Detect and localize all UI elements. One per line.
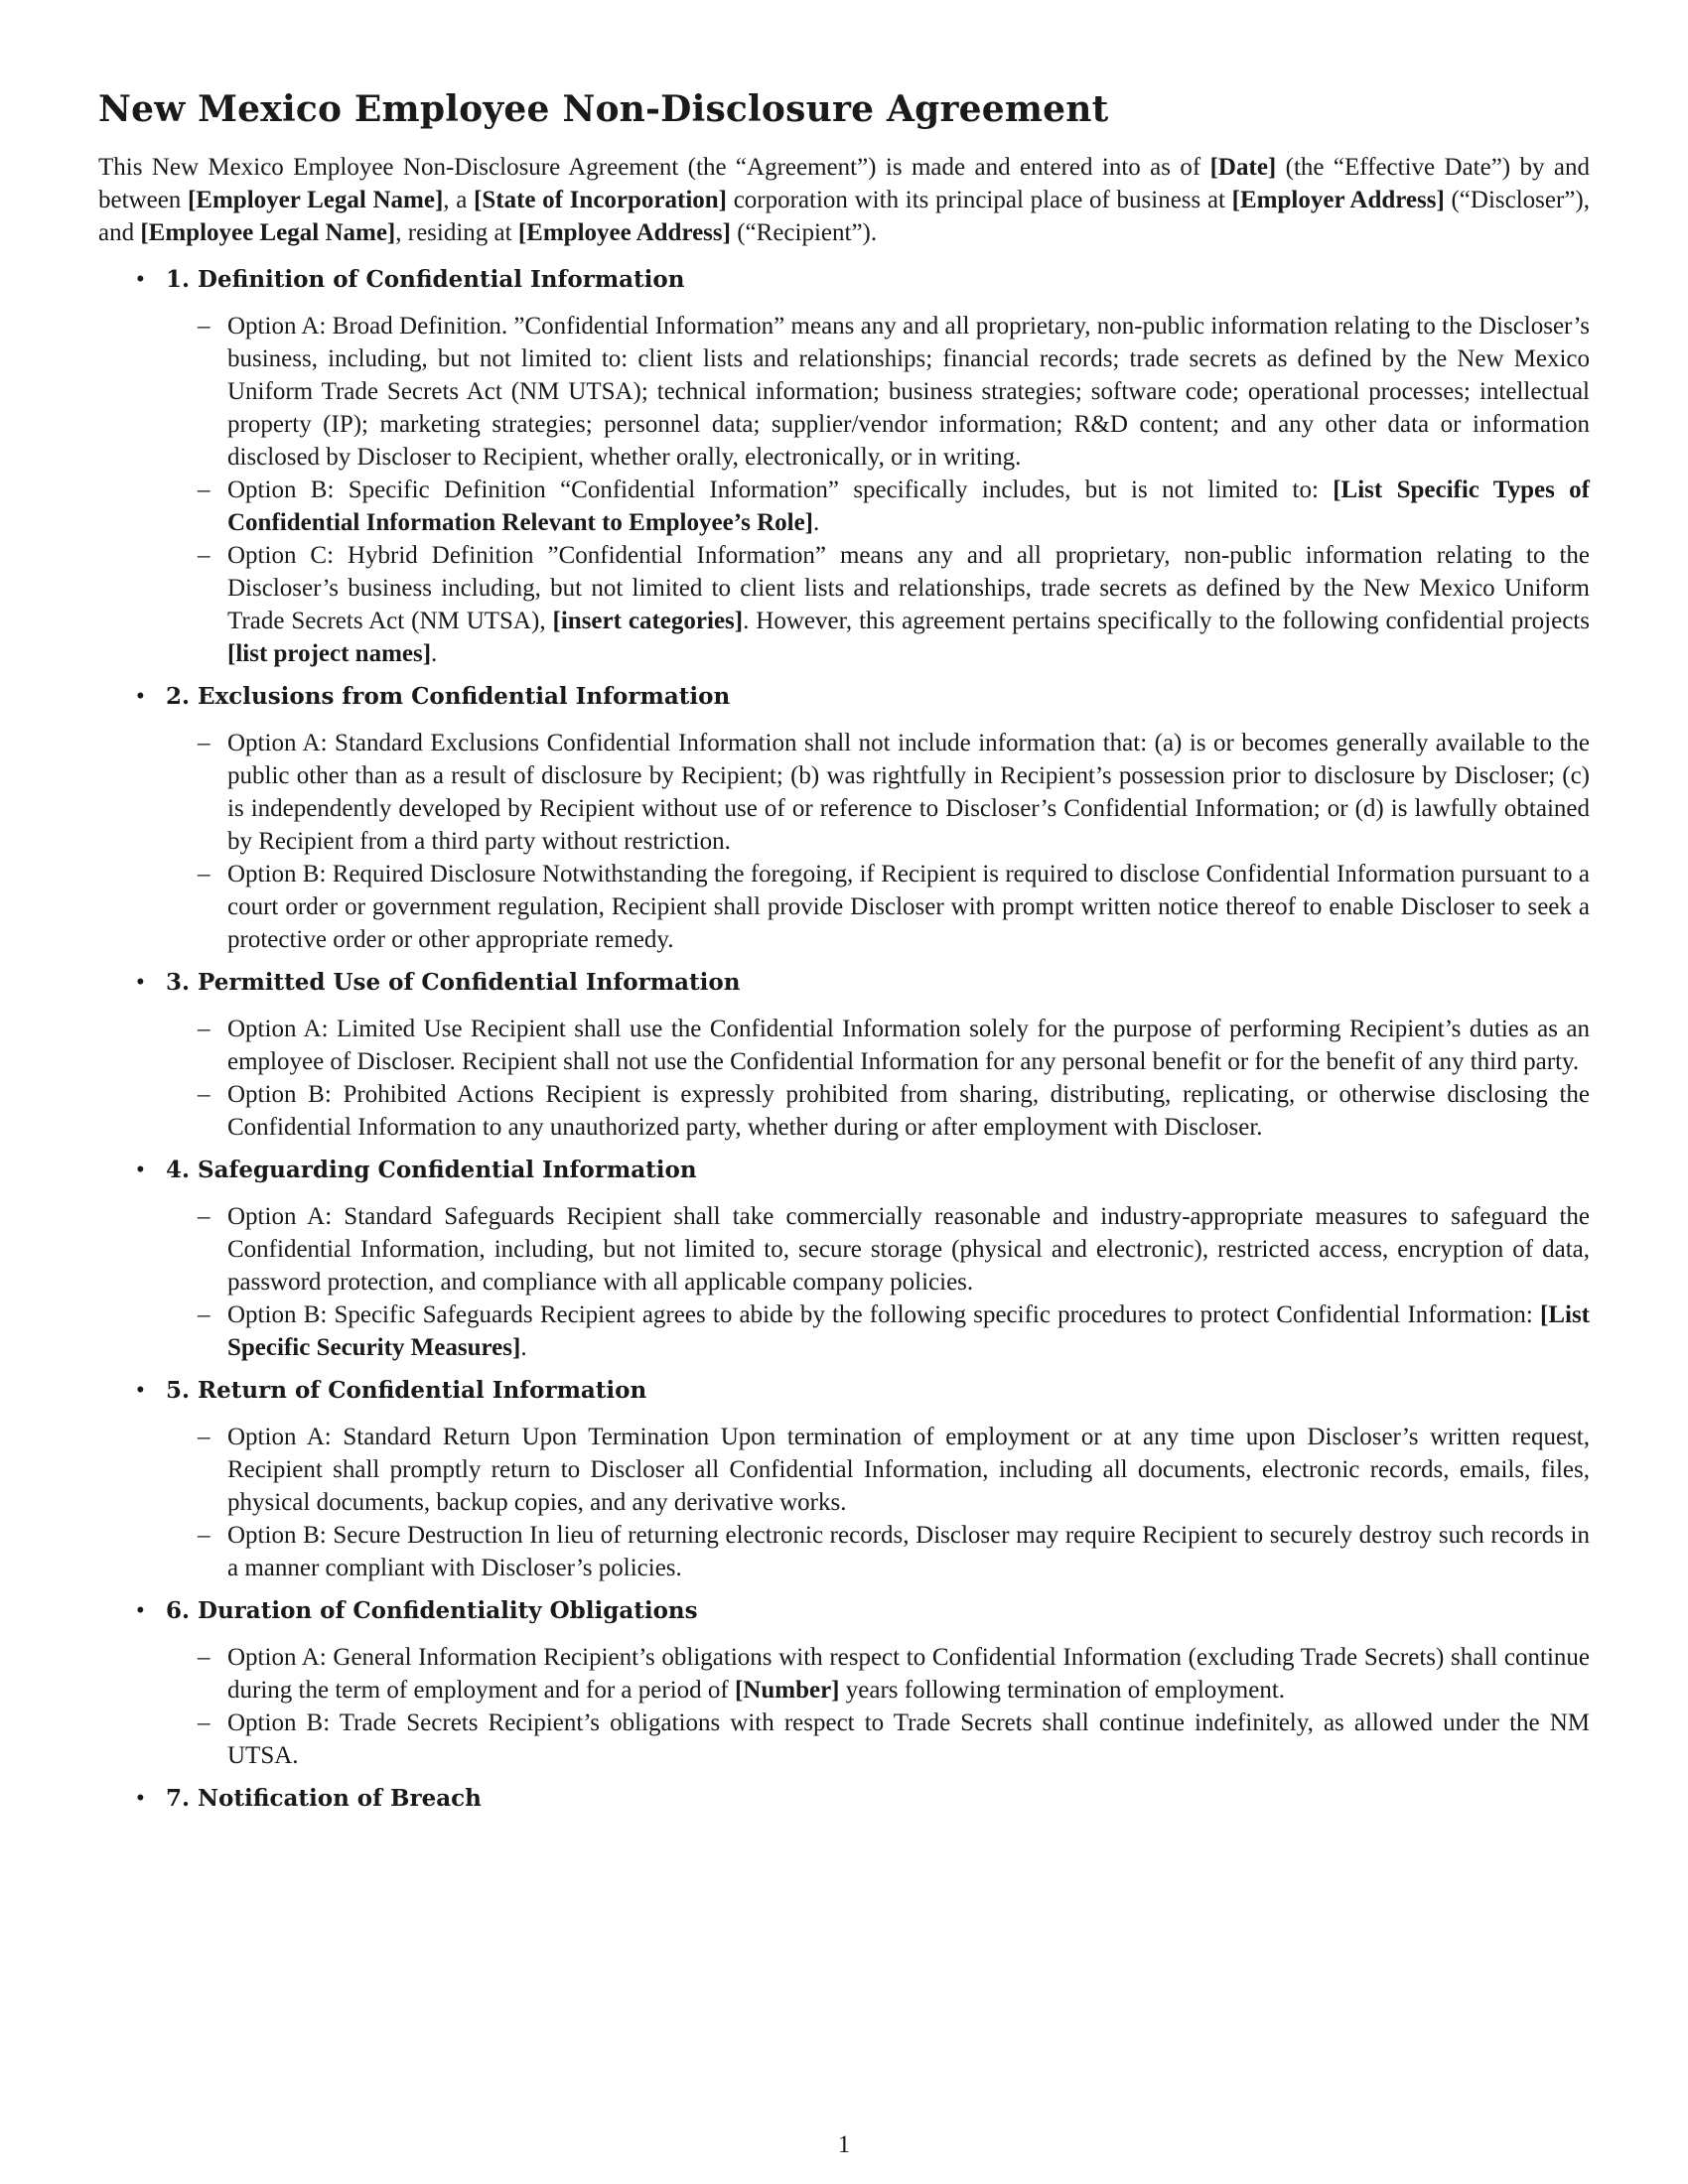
text-run: (“Recipient”). xyxy=(730,219,878,246)
text-run: Option A: Limited Use Recipient shall use the Confidential Information solely for the purpose of performing Recipient’s duties as an employee of Discloser. Recipient shall not use the Confidential Information for any personal benefit or for the benefit of any third party. xyxy=(227,1016,1590,1075)
dash-icon: – xyxy=(198,313,211,340)
text-run: Option A: Standard Safeguards Recipient shall take commercially reasonable and industry-appropriate measures to safeguard the Confidential Information, including, but not limited to, secure storage (physical and electronic), restricted access, encryption of data, password protection, and compliance with all applicable company policies. xyxy=(227,1203,1590,1296)
placeholder-field: [Employee Legal Name] xyxy=(140,219,396,246)
placeholder-field: [Number] xyxy=(734,1677,840,1704)
placeholder-field: [Employer Address] xyxy=(1231,187,1445,213)
intro-paragraph xyxy=(98,151,1590,249)
text-run: Option A: Broad Definition. ”Confidential Information” means any and all proprietary, non-public information relating to the Discloser’s business, including, but not limited to: client lists and relationships; financial records; trade secrets as defined by the New Mexico Uniform Trade Secrets Act (NM UTSA); technical information; business strategies; software code; operational processes; intellectual property (IP); marketing strategies; personnel data; supplier/vendor information; R&D content; and any other data or information disclosed by Discloser to Recipient, whether orally, electronically, or in writing. xyxy=(227,313,1590,471)
options-list xyxy=(166,727,1590,956)
text-run: . However, this agreement pertains specifically to the following confidential projects xyxy=(743,608,1590,634)
section-item xyxy=(98,263,1590,670)
bullet-icon: • xyxy=(136,1785,145,1812)
bullet-icon: • xyxy=(136,1597,145,1624)
options-list xyxy=(166,1013,1590,1144)
text-run: , residing at xyxy=(395,219,518,246)
option-item xyxy=(166,1706,1590,1772)
section-item xyxy=(98,1374,1590,1584)
text-run: Option B: Prohibited Actions Recipient is expressly prohibited from sharing, distributing, replicating, or otherwise disclosing the Confidential Information to any unauthorized party, whether during or after employment with Discloser. xyxy=(227,1081,1590,1141)
option-item xyxy=(166,310,1590,474)
option-item xyxy=(166,727,1590,858)
option-item xyxy=(166,1078,1590,1144)
section-item xyxy=(98,1782,1590,1815)
option-item xyxy=(166,1519,1590,1584)
text-run: . xyxy=(813,509,820,536)
document-page xyxy=(98,85,1590,1829)
option-item xyxy=(166,1641,1590,1706)
sections-list xyxy=(98,263,1590,1815)
text-run: (“Discloser”), and xyxy=(98,187,1590,246)
placeholder-field: [Employee Address] xyxy=(517,219,731,246)
section-heading: 1. Definition of Confidential Information xyxy=(166,266,685,293)
text-run: corporation with its principal place of business at xyxy=(727,187,1232,213)
bullet-icon: • xyxy=(136,266,145,293)
placeholder-field: [State of Incorporation] xyxy=(474,187,728,213)
section-heading: 7. Notification of Breach xyxy=(166,1785,482,1812)
placeholder-field: [Employer Legal Name] xyxy=(187,187,444,213)
section-heading: 5. Return of Confidential Information xyxy=(166,1377,647,1404)
option-item xyxy=(166,474,1590,539)
section-heading: 6. Duration of Confidentiality Obligations xyxy=(166,1597,698,1624)
text-run: Option C: Hybrid Definition ”Confidential Information” means any and all proprietary, non-public information relating to the Discloser’s business including, but not limited to client lists and relationships, trade secrets as defined by the New Mexico Uniform Trade Secrets Act (NM UTSA), xyxy=(227,542,1590,634)
options-list xyxy=(166,310,1590,670)
text-run: (the “Effective Date”) by and between xyxy=(98,154,1591,213)
dash-icon: – xyxy=(198,861,211,887)
section-heading: 2. Exclusions from Confidential Information xyxy=(166,683,731,710)
text-run: years following termination of employment. xyxy=(839,1677,1286,1704)
placeholder-field: [insert categories] xyxy=(552,608,744,634)
option-item xyxy=(166,1421,1590,1519)
text-run: Option B: Secure Destruction In lieu of returning electronic records, Discloser may require Recipient to securely destroy such records in a manner compliant with Discloser’s policies. xyxy=(227,1522,1590,1581)
options-list xyxy=(166,1641,1590,1772)
option-item xyxy=(166,1298,1590,1364)
bullet-icon: • xyxy=(136,1377,145,1404)
text-run: Option B: Required Disclosure Notwithstanding the foregoing, if Recipient is required to disclose Confidential Information pursuant to a court order or government regulation, Recipient shall provide Discloser with prompt written notice thereof to enable Discloser to seek a protective order or other appropriate remedy. xyxy=(227,861,1590,953)
dash-icon: – xyxy=(198,1301,211,1328)
text-run: Option B: Specific Definition “Confidential Information” specifically includes, but is not limited to: xyxy=(227,477,1334,503)
option-item xyxy=(166,1013,1590,1078)
option-item xyxy=(166,1200,1590,1298)
text-run: . xyxy=(520,1334,527,1361)
placeholder-field: [Date] xyxy=(1209,154,1277,181)
text-run: This New Mexico Employee Non-Disclosure Agreement (the “Agreement”) is made and entered into as of xyxy=(98,154,1210,181)
section-heading: 4. Safeguarding Confidential Information xyxy=(166,1157,697,1183)
text-run: , a xyxy=(443,187,475,213)
bullet-icon: • xyxy=(136,683,145,710)
document-title: New Mexico Employee Non-Disclosure Agreement xyxy=(98,88,1109,130)
placeholder-field: [list project names] xyxy=(227,640,432,667)
placeholder-field: [List Specific Security Measures] xyxy=(227,1301,1590,1361)
text-run: . xyxy=(431,640,438,667)
dash-icon: – xyxy=(198,1522,211,1549)
dash-icon: – xyxy=(198,1424,211,1450)
dash-icon: – xyxy=(198,1016,211,1042)
section-item xyxy=(98,966,1590,1144)
section-item xyxy=(98,1154,1590,1364)
text-run: Option A: Standard Return Upon Termination Upon termination of employment or at any time upon Discloser’s written request, Recipient shall promptly return to Discloser all Confidential Information, including all documents, electronic records, emails, files, physical documents, backup copies, and any derivative works. xyxy=(227,1424,1590,1516)
dash-icon: – xyxy=(198,1644,211,1671)
option-item xyxy=(166,858,1590,956)
bullet-icon: • xyxy=(136,1157,145,1183)
section-item xyxy=(98,1594,1590,1772)
bullet-icon: • xyxy=(136,969,145,996)
dash-icon: – xyxy=(198,477,211,503)
dash-icon: – xyxy=(198,730,211,756)
dash-icon: – xyxy=(198,1203,211,1230)
text-run: Option B: Specific Safeguards Recipient agrees to abide by the following specific procedures to protect Confidential Information: xyxy=(227,1301,1540,1328)
options-list xyxy=(166,1200,1590,1364)
placeholder-field: [List Specific Types of Confidential Information Relevant to Employee’s Role] xyxy=(227,477,1590,536)
option-item xyxy=(166,539,1590,670)
dash-icon: – xyxy=(198,1709,211,1736)
options-list xyxy=(166,1421,1590,1584)
text-run: Option A: General Information Recipient’s obligations with respect to Confidential Information (excluding Trade Secrets) shall continue during the term of employment and for a period of xyxy=(227,1644,1590,1704)
text-run: Option B: Trade Secrets Recipient’s obligations with respect to Trade Secrets shall continue indefinitely, as allowed under the NM UTSA. xyxy=(227,1709,1590,1769)
dash-icon: – xyxy=(198,1081,211,1108)
section-heading: 3. Permitted Use of Confidential Information xyxy=(166,969,741,996)
section-item xyxy=(98,680,1590,956)
dash-icon: – xyxy=(198,542,211,569)
page-number: 1 xyxy=(837,2131,851,2158)
text-run: Option A: Standard Exclusions Confidential Information shall not include information that: (a) is or becomes generally available to the public other than as a result of disclosure by Recipient; (b) was rightfully in Recipient’s possession prior to disclosure by Discloser; (c) is independently developed by Recipient without use of or reference to Discloser’s Confidential Information; or (d) is lawfully obtained by Recipient from a third party without restriction. xyxy=(227,730,1590,855)
